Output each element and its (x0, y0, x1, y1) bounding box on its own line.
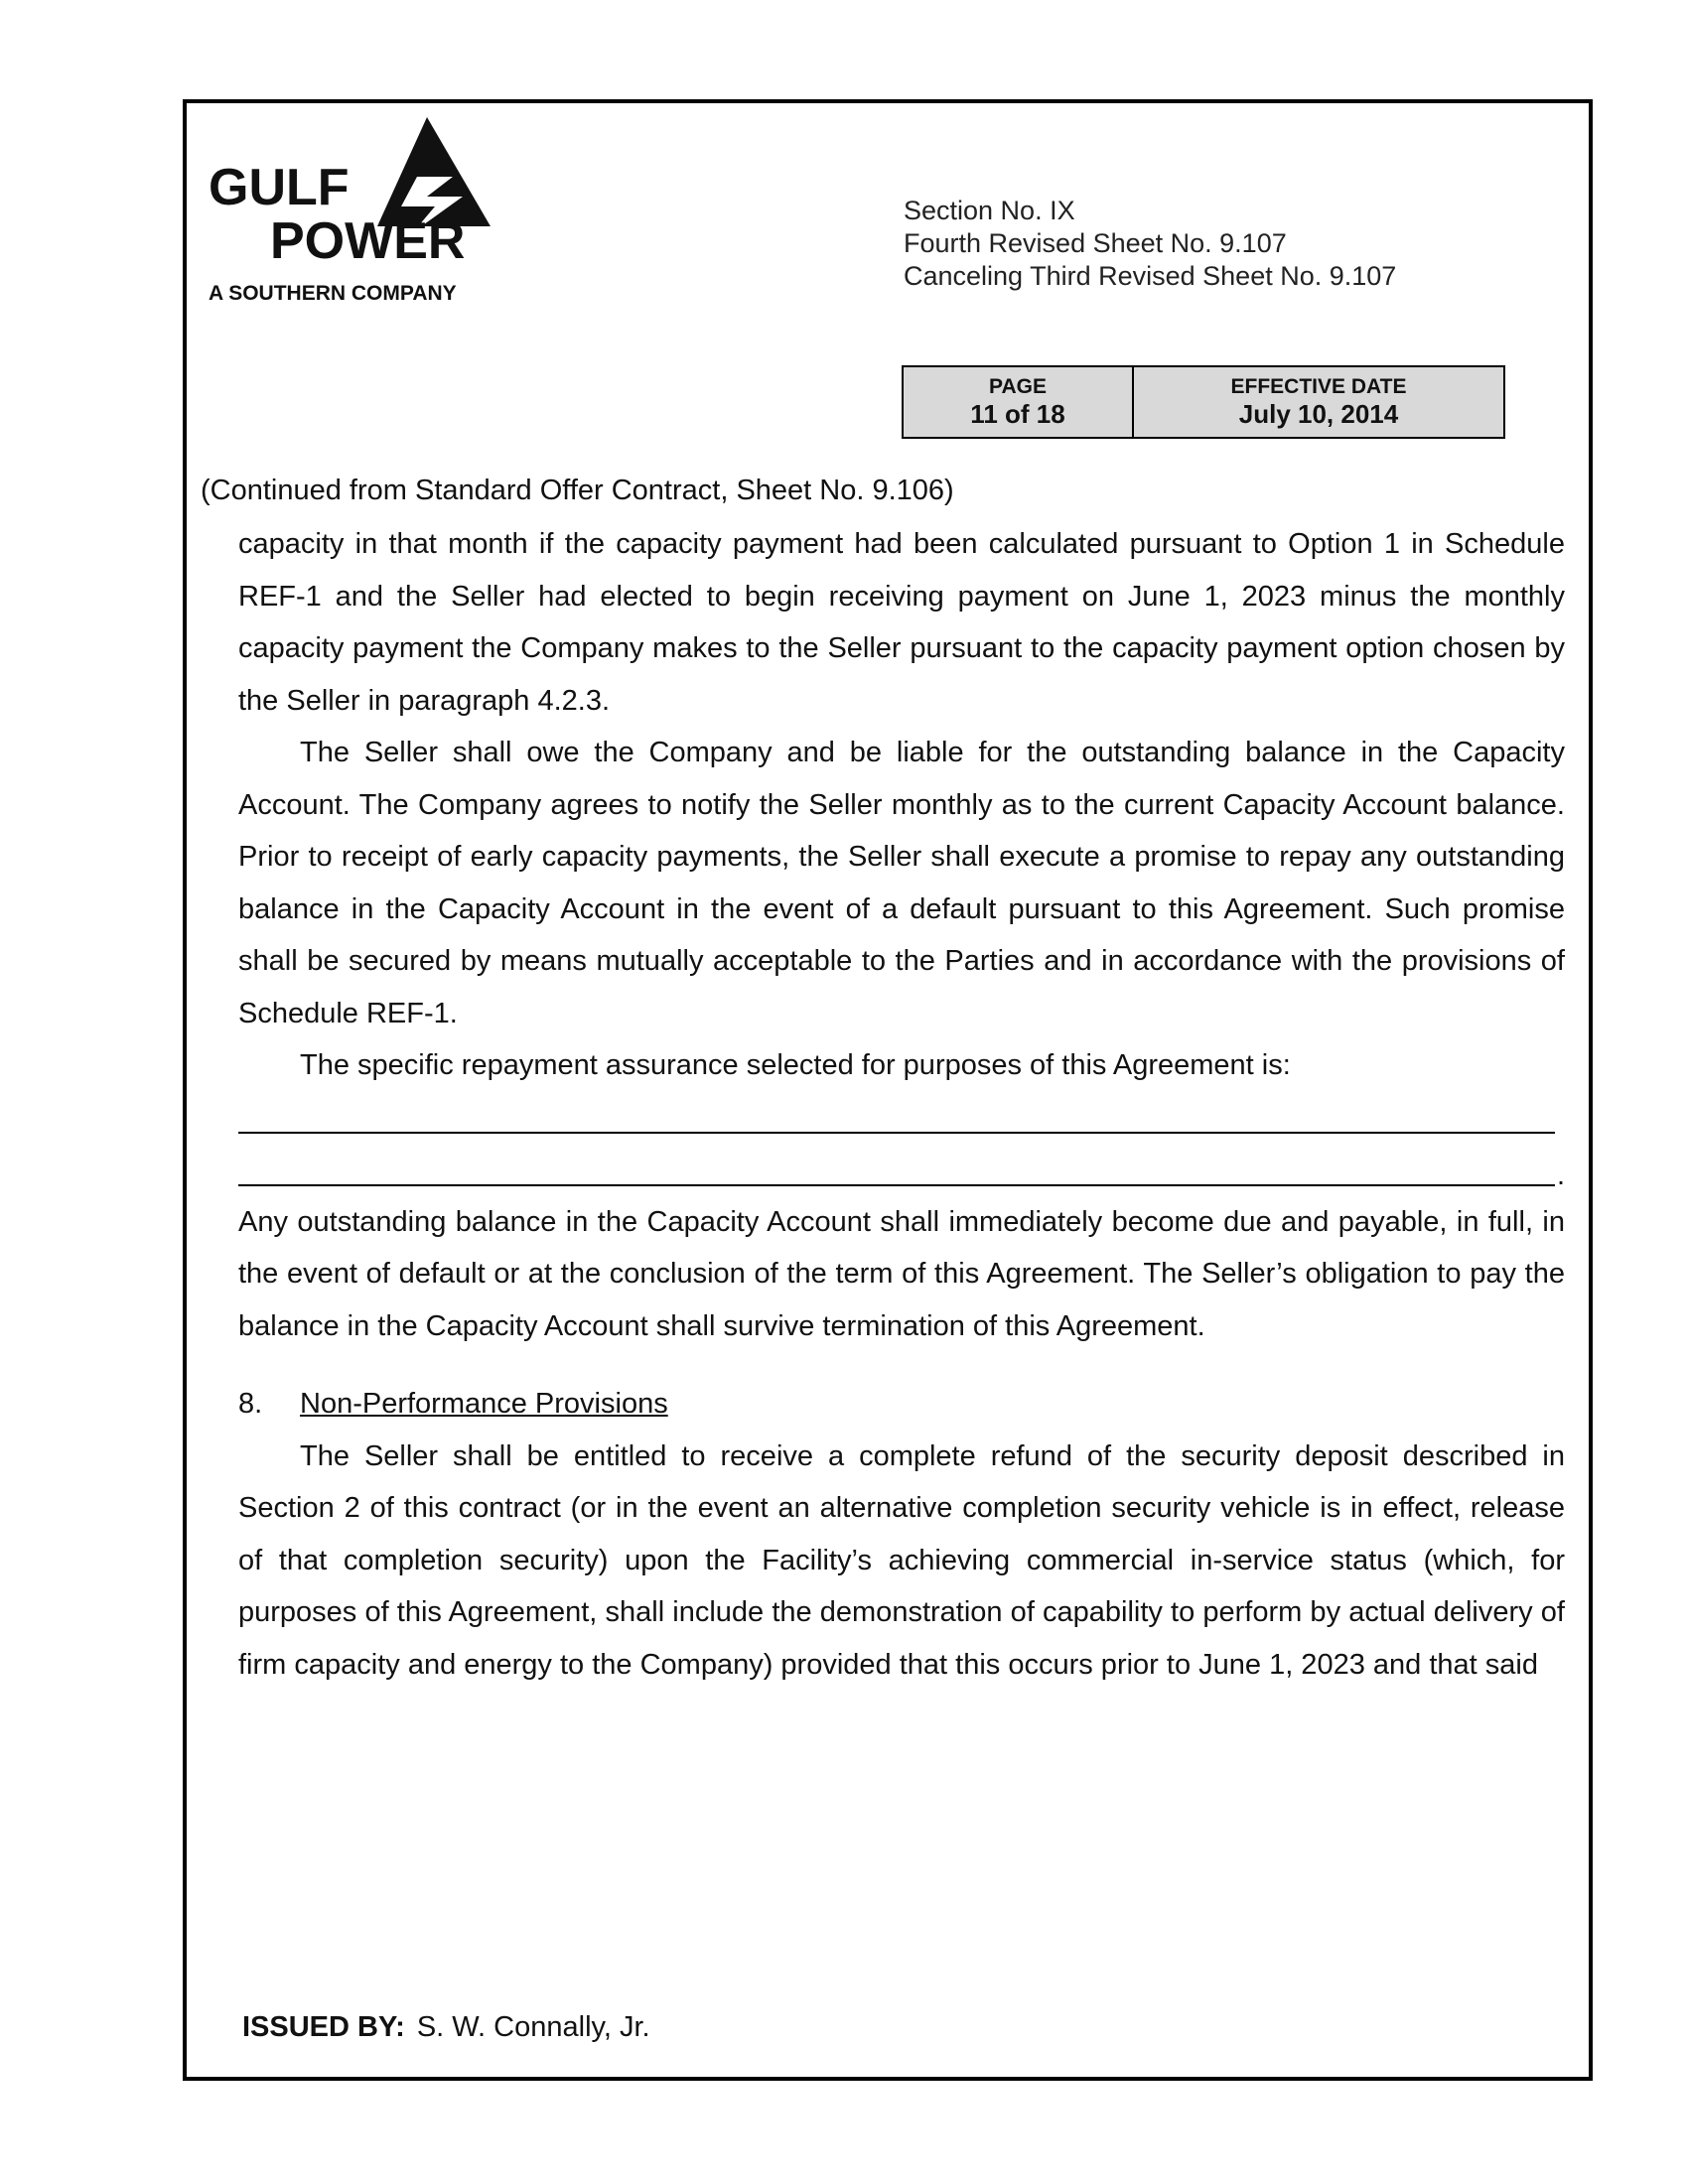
page-label: PAGE (989, 375, 1047, 398)
paragraph-1: capacity in that month if the capacity payment had been calculated pursuant to Option 1 in Schedule REF-1 and the Seller had elected to begin receiving payment on June 1, 2023 minus the monthly capacity payment the Company makes to the Seller pursuant to the capacity payment option chosen by the Seller in paragraph 4.2.3. (238, 528, 1565, 717)
gulf-power-logo (203, 109, 530, 308)
svg-text:A SOUTHERN COMPANY: A SOUTHERN COMPANY (209, 282, 457, 305)
section-heading-title: Non-Performance Provisions (300, 1388, 668, 1420)
blank-line-2 (238, 1144, 1565, 1196)
paragraph-3: The specific repayment assurance selected for purposes of this Agreement is: (300, 1049, 1291, 1081)
paragraph-5: The Seller shall be entitled to receive a complete refund of the security deposit described in Section 2 of this contract (or in the event an alternative completion security vehicle is in effect, release of that completion security) upon the Facility’s achieving commercial in-service status (which, for purposes of this Agreement, shall include the demonstration of capability to perform by actual delivery of firm capacity and energy to the Company) provided that this occurs prior to June 1, 2023 and that said (238, 1439, 1565, 1681)
contract-body (238, 518, 1565, 1691)
blank-line-period: . (1557, 1159, 1566, 1191)
section-heading (238, 1378, 1565, 1431)
issued-by-label: ISSUED BY: (242, 2011, 405, 2043)
section-heading-number: 8. (238, 1388, 263, 1420)
page-value: 11 of 18 (970, 399, 1065, 429)
sheet-info (904, 195, 1396, 293)
page-cell (904, 367, 1134, 437)
paragraph-4: Any outstanding balance in the Capacity Account shall immediately become due and payable, in full, in the event of default or at the conclusion of the term of this Agreement. The Seller’s obligation to pay the balance in the Capacity Account shall survive termination of this Agreement. (238, 1205, 1565, 1342)
page-frame (183, 99, 1593, 2081)
page-info-box (902, 365, 1505, 439)
effective-date-label: EFFECTIVE DATE (1230, 375, 1407, 398)
svg-text:POWER: POWER (270, 212, 466, 270)
svg-text:GULF: GULF (209, 159, 350, 216)
continued-note: (Continued from Standard Offer Contract, Sheet No. 9.106) (201, 475, 954, 506)
issued-by (242, 2011, 650, 2044)
spacer (238, 1352, 1565, 1378)
effective-date-value: July 10, 2014 (1238, 399, 1399, 429)
issued-by-name: S. W. Connally, Jr. (416, 2011, 650, 2043)
paragraph-2: The Seller shall owe the Company and be liable for the outstanding balance in the Capacity Account. The Company agrees to notify the Seller monthly as to the current Capacity Account balance. Prior to receipt of early capacity payments, the Seller shall execute a promise to repay any outstanding balance in the Capacity Account in the event of a default pursuant to this Agreement. Such promise shall be secured by means mutually acceptable to the Parties and in accordance with the provisions of Schedule REF-1. (238, 737, 1565, 1029)
section-number: Section No. IX (904, 196, 1075, 225)
canceling-sheet: Canceling Third Revised Sheet No. 9.107 (904, 261, 1397, 291)
revised-sheet: Fourth Revised Sheet No. 9.107 (904, 228, 1287, 258)
blank-line-1 (238, 1092, 1565, 1145)
effective-date-cell (1134, 367, 1503, 437)
